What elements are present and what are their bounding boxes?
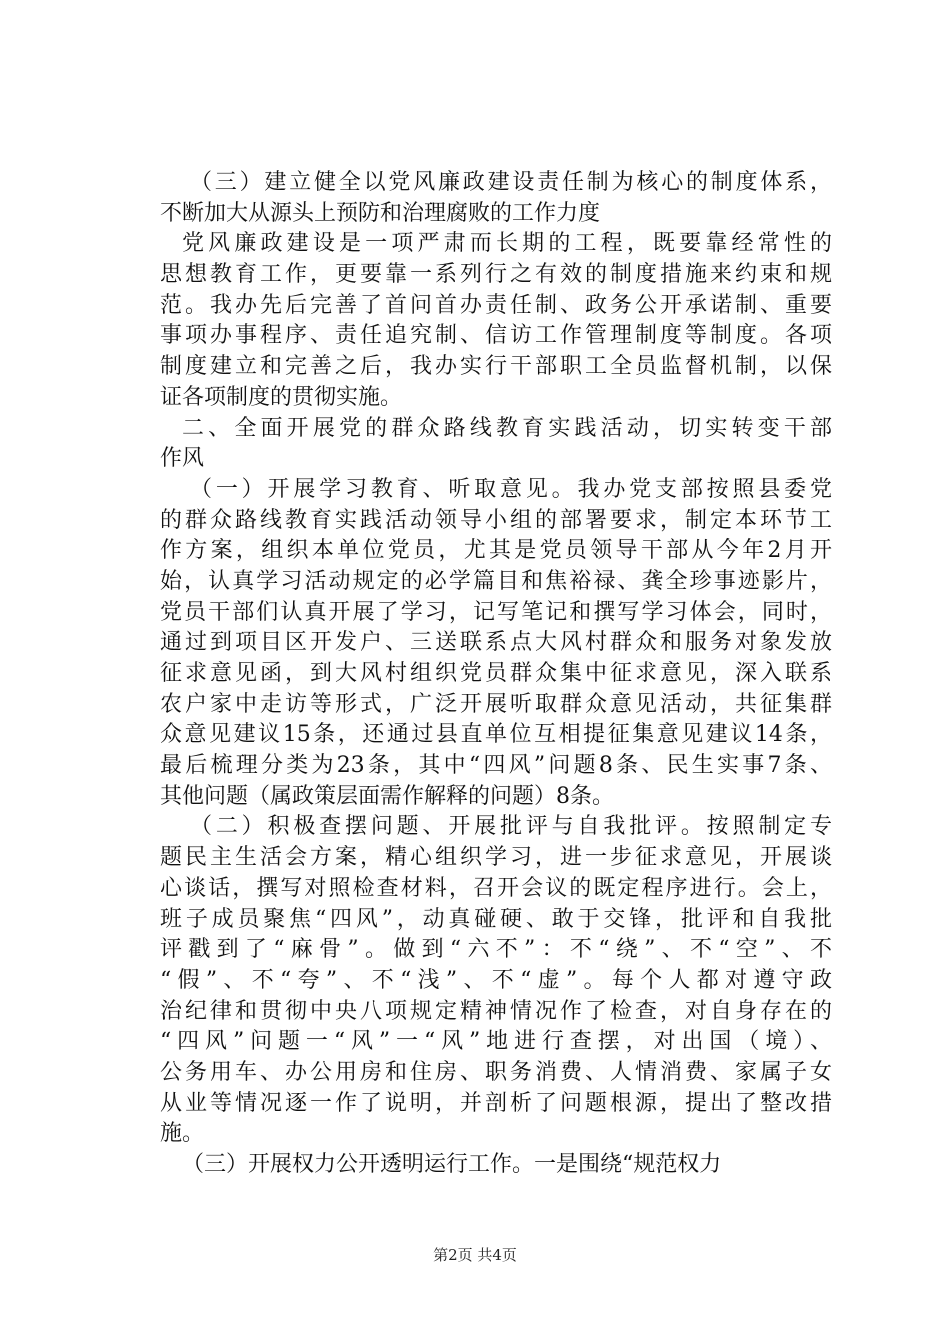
- section-heading-2-cont: 作风: [160, 446, 205, 472]
- paragraph-line: 征求意见函，到大风村组织党员群众集中征求意见，深入联系: [160, 661, 832, 686]
- paragraph-line: 评戳到了“麻骨”。做到“六不”：不“绕”、不“空”、不: [160, 937, 832, 963]
- paragraph-line: 事项办事程序、责任追究制、信访工作管理制度等制度。各项: [160, 323, 832, 349]
- paragraph-line: 思想教育工作，更要靠一系列行之有效的制度措施来约束和规: [160, 262, 832, 288]
- paragraph-line: 题民主生活会方案，精心组织学习，进一步征求意见，开展谈: [160, 845, 832, 871]
- paragraph-line: 党员干部们认真开展了学习，记写笔记和撰写学习体会，同时，: [160, 599, 832, 625]
- paragraph-line: 班子成员聚焦“四风”，动真碰硬、敢于交锋，批评和自我批: [160, 906, 832, 932]
- paragraph-line: 农户家中走访等形式，广泛开展听取群众意见活动，共征集群: [160, 691, 832, 717]
- paragraph-line: “假”、不“夸”、不“浅”、不“虚”。每个人都对遵守政: [160, 967, 832, 993]
- page-number-footer: 第2页 共4页: [433, 1246, 517, 1264]
- paragraph-line: 制度建立和完善之后，我办实行干部职工全员监督机制，以保: [160, 354, 832, 380]
- paragraph-line: 最后梳理分类为23条，其中“四风”问题8条、民生实事7条、: [160, 753, 832, 779]
- paragraph-line: （一）开展学习教育、听取意见。我办党支部按照县委党: [190, 476, 832, 502]
- paragraph-line: 治纪律和贯彻中央八项规定精神情况作了检查，对自身存在的: [160, 998, 832, 1024]
- paragraph-line: 始，认真学习活动规定的必学篇目和焦裕禄、龚全珍事迹影片，: [160, 568, 832, 594]
- paragraph-line: 作方案，组织本单位党员，尤其是党员领导干部从今年2月开: [160, 538, 832, 564]
- paragraph-line: （三）开展权力公开透明运行工作。一是围绕“规范权力: [182, 1152, 722, 1177]
- paragraph-line: 公务用车、办公用房和住房、职务消费、人情消费、家属子女: [160, 1059, 832, 1085]
- paragraph-line: 其他问题（属政策层面需作解释的问题）8条。: [160, 783, 614, 809]
- paragraph-line: 的群众路线教育实践活动领导小组的部署要求，制定本环节工: [160, 507, 832, 533]
- paragraph-line: 从业等情况逐一作了说明，并剖析了问题根源，提出了整改措: [160, 1090, 832, 1116]
- paragraph-line: （二）积极查摆问题、开展批评与自我批评。按照制定专: [190, 814, 832, 840]
- paragraph-line: 范。我办先后完善了首问首办责任制、政务公开承诺制、重要: [160, 292, 832, 318]
- paragraph-line: “四风”问题一“风”一“风”地进行查摆，对出国（境）、: [160, 1029, 832, 1055]
- paragraph-line: 众意见建议15条，还通过县直单位互相提征集意见建议14条，: [160, 722, 832, 748]
- paragraph-line: 通过到项目区开发户、三送联系点大风村群众和服务对象发放: [160, 630, 832, 656]
- paragraph-line: 心谈话，撰写对照检查材料，召开会议的既定程序进行。会上，: [160, 875, 832, 901]
- section-heading-3: （三）建立健全以党风廉政建设责任制为核心的制度体系，: [190, 170, 832, 195]
- paragraph-line: 党风廉政建设是一项严肃而长期的工程，既要靠经常性的: [182, 231, 832, 257]
- document-body: [160, 168, 832, 1181]
- section-heading-2: 二、全面开展党的群众路线教育实践活动，切实转变干部: [182, 415, 832, 441]
- section-heading-3-cont: 不断加大从源头上预防和治理腐败的工作力度: [160, 200, 601, 226]
- paragraph-line: 证各项制度的贯彻实施。: [160, 384, 403, 410]
- paragraph-line: 施。: [160, 1121, 205, 1147]
